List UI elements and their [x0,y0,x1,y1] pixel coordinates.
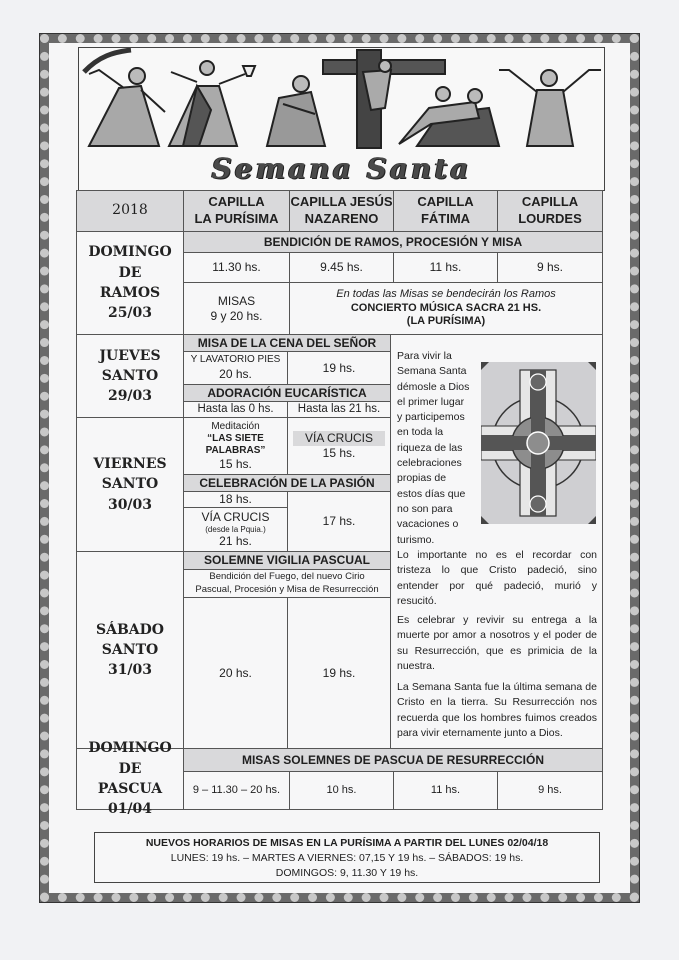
day-domingo-ramos [76,231,184,335]
via-crucis-note: (desde la Pquia.) [205,524,266,534]
time-text: 15 hs. [322,446,356,460]
heading-text: MISA DE LA CENA DEL SEÑOR [197,335,377,350]
time-text: 20 hs. [219,665,252,680]
section-heading [183,231,603,253]
reflection-paragraph-4: La Semana Santa fue la última semana de Cristo en la tierra. Su Resurrección nos recuerda que los hombres fuimos creados para vivir eternamente junto a Dios. [397,681,597,739]
heading-text: SOLEMNE VIGILIA PASCUAL [203,553,370,567]
ramos-note-cell [289,282,603,335]
time-text: Hasta las 21 hs. [297,403,381,416]
chapel-header-lourdes [497,190,603,232]
time-cell [393,771,498,810]
heading-text: MISAS SOLEMNES DE PASCUA DE RESURRECCIÓN [241,752,545,767]
time-text: 19 hs. [322,665,356,680]
time-text: 9.45 hs. [320,260,363,274]
section-heading [183,551,391,570]
text-line: el primer lugar [397,395,465,408]
siete-palabras: “LAS SIETE [207,432,264,444]
meditacion-label: Meditación [211,420,260,432]
day-line: 29/03 [107,388,153,405]
time-text: 15 hs. [219,456,252,471]
new-schedule-box [94,832,600,883]
day-line: 01/04 [107,801,153,818]
time-text: 11.30 hs. [212,260,261,274]
time-text: 21 hs. [219,534,252,549]
reflection-paragraph-2: Lo importante no es el recordar con tristeza lo que Cristo padeció, sino entender por qué padeció, murió y resucitó. [397,549,597,607]
heading-text: ADORACIÓN EUCARÍSTICA [207,385,367,400]
text-line: no son para [397,502,453,515]
vigilia-desc: Pascual, Procesión y Misa de Resurrección [195,583,379,595]
misas-cell [183,282,290,335]
text-line: Para vivir la [397,350,452,362]
time-text: 11 hs. [429,260,462,274]
day-line: SANTO [101,641,159,658]
day-line: PASCUA [97,781,163,797]
year-cell [76,190,184,232]
time-text: 9 hs. [536,260,563,274]
time-cell [497,771,603,810]
time-cell [289,252,394,283]
time-cell [287,597,391,749]
meditacion-cell [183,417,288,475]
chapel-header-line: CAPILLA JESÚS [290,194,393,210]
chapel-header-line: CAPILLA [208,194,265,210]
day-line: DOMINGO DE [88,740,172,777]
text-line: celebraciones [397,457,462,470]
chapel-header-line: LOURDES [518,211,582,226]
section-heading [183,384,391,402]
time-text: 11 hs. [430,783,461,796]
text-line: riqueza de las [397,441,463,454]
day-line: DOMINGO DE [88,244,172,281]
vigilia-desc-cell [183,569,391,598]
holy-week-figures-illustration [79,48,603,152]
time-cell [287,351,391,385]
new-schedule-weekdays: LUNES: 19 hs. – MARTES A VIERNES: 07,15 Y 19 hs. – SÁBADOS: 19 hs. [170,852,524,864]
header-banner [78,47,605,191]
day-line: 25/03 [107,305,153,322]
vigilia-desc: Bendición del Fuego, del nuevo Cirio [209,571,365,583]
new-schedule-title: NUEVOS HORARIOS DE MISAS EN LA PURÍSIMA A PARTIR DEL LUNES 02/04/18 [145,837,549,849]
concert-place: (LA PURÍSIMA) [406,315,486,328]
time-text: 20 hs. [219,366,252,381]
chapel-header-line: NAZARENO [304,211,379,226]
chapel-header-line: CAPILLA [417,194,474,210]
via-crucis-cell [287,417,391,475]
text-line: Semana Santa [397,365,467,378]
time-text: 17 hs. [322,514,356,528]
time-text: 10 hs. [326,783,357,796]
day-line: 31/03 [107,662,153,679]
reflection-paragraph-3: Es celebrar y revivir su entrega a la muerte por amor a nosotros y el poder de su Resurrección, que es primicia de la nuestra. [397,614,597,672]
time-cell [183,491,288,508]
section-heading [183,748,603,772]
day-line: JUEVES [99,347,161,364]
day-line: VIERNES [93,456,167,473]
day-domingo-pascua [76,740,184,818]
text-line: vacaciones o [397,518,459,531]
text-line: propias de [397,472,447,485]
chapel-header-purisima [183,190,290,232]
via-crucis-label: VÍA CRUCIS [201,510,270,525]
banner-title: Semana Santa [211,152,472,185]
time-text: 18 hs. [219,492,252,506]
heading-text: CELEBRACIÓN DE LA PASIÓN [199,475,375,490]
day-jueves-santo [76,334,184,418]
chapel-header-fatima [393,190,498,232]
day-sabado-santo [76,551,184,749]
time-cell [393,252,498,283]
misas-label: MISAS [217,293,256,308]
time-cell [183,771,290,810]
concert-text: CONCIERTO MÚSICA SACRA 21 HS. [350,301,542,314]
time-cell [289,771,394,810]
year-label: 2018 [112,202,148,219]
heading-text: BENDICIÓN DE RAMOS, PROCESIÓN Y MISA [263,234,523,249]
section-heading [183,474,391,492]
lavatorio-text: Y LAVATORIO PIES [190,354,281,366]
celtic-cross-icon [481,362,596,524]
new-schedule-sundays: DOMINGOS: 9, 11.30 Y 19 hs. [275,867,419,879]
via-crucis-cell [183,507,288,552]
chapel-header-line: CAPILLA [521,194,579,210]
time-cell [497,252,603,283]
ramos-note: En todas las Misas se bendecirán los Ramos [336,287,556,300]
chapel-header-line: FÁTIMA [420,211,471,226]
chapel-header-line: LA PURÍSIMA [194,211,279,226]
day-line: SANTO [101,367,159,384]
time-cell [183,252,290,283]
day-viernes-santo [76,417,184,552]
time-cell [183,351,288,385]
text-line: démosle a Dios [397,380,470,393]
time-cell [287,491,391,552]
time-text: 19 hs. [322,360,356,375]
day-line: SÁBADO [95,621,164,638]
time-text: 9 hs. [538,783,562,796]
day-line: 30/03 [107,496,153,513]
reflection-paragraph-1 [397,349,475,548]
siete-palabras: PALABRAS” [205,444,266,456]
text-line: turismo. [397,533,435,546]
time-cell [287,401,391,418]
day-line: RAMOS [99,285,161,301]
time-cell [183,401,288,418]
text-line: en toda la [397,426,444,439]
text-line: y participemos [397,411,465,424]
day-line: SANTO [101,476,159,493]
via-crucis-label: VÍA CRUCIS [293,431,385,446]
chapel-header-nazareno [289,190,394,232]
time-text: Hasta las 0 hs. [197,403,274,416]
time-text: 9 – 11.30 – 20 hs. [192,783,281,796]
text-line: estos días que [397,487,466,500]
misas-times: 9 y 20 hs. [210,308,263,323]
time-cell [183,597,288,749]
section-heading [183,334,391,352]
